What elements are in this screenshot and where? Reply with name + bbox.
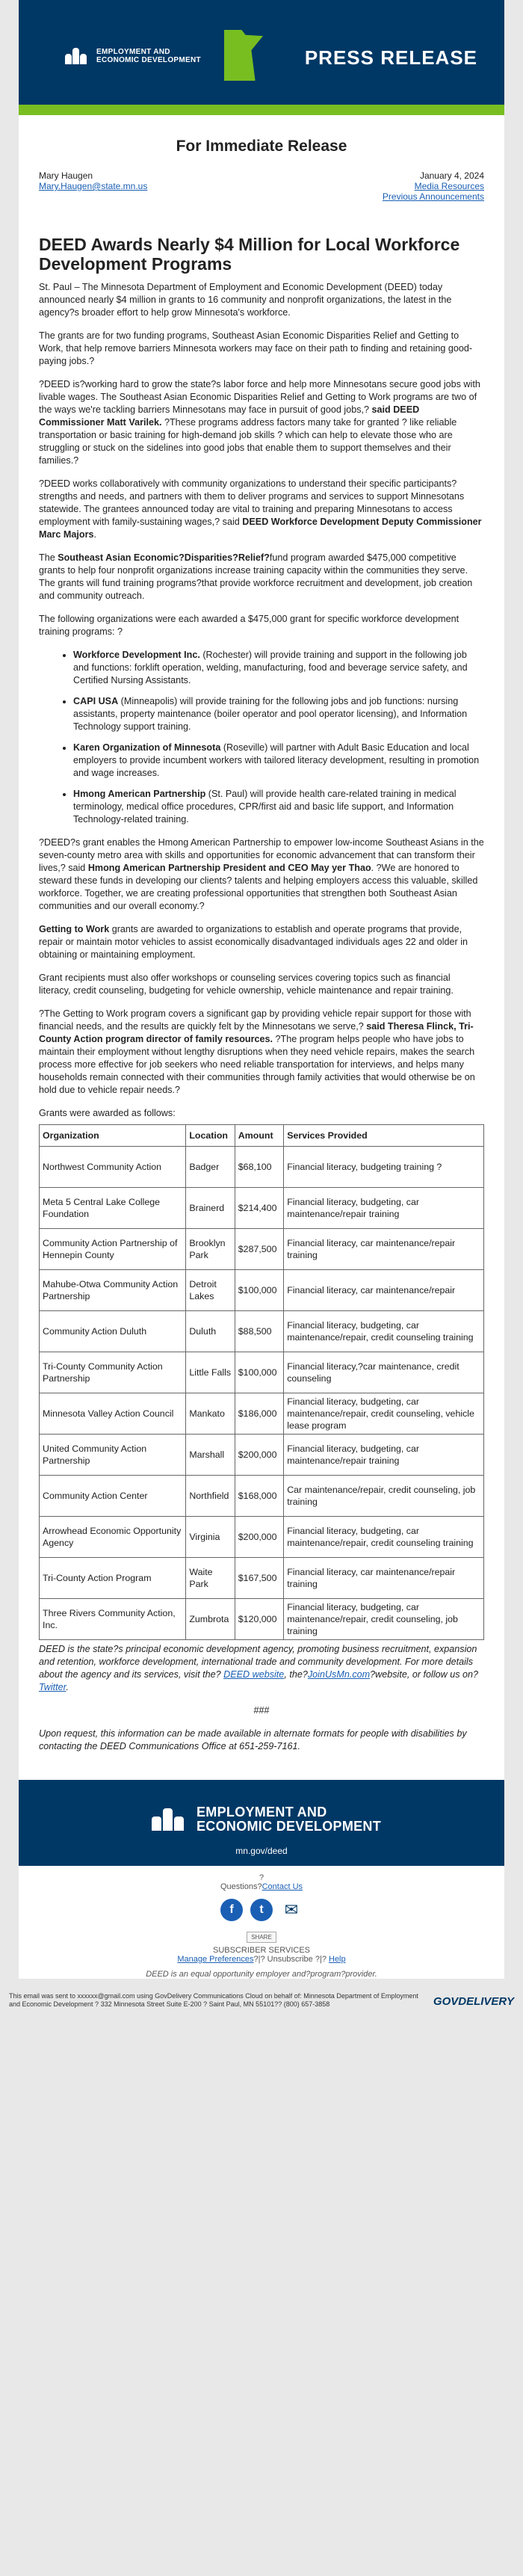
table-row <box>40 1147 484 1188</box>
table-row <box>40 1311 484 1352</box>
paragraph-1: St. Paul – The Minnesota Department of Employment and Economic Development (DEED) today announced nearly $4 million in grants to 16 community and nonprofit organizations, the latest in the agency?s broader effort to help grow Minnesota's workforce. <box>39 282 452 318</box>
table-cell: Financial literacy, budgeting, car maintenance/repair, credit counseling, vehicle lease program <box>284 1393 484 1435</box>
table-cell: $287,500 <box>235 1229 283 1270</box>
questions-label: Questions? <box>220 1882 262 1891</box>
table-cell: Arrowhead Economic Opportunity Agency <box>40 1517 186 1558</box>
table-cell: Minnesota Valley Action Council <box>40 1393 186 1435</box>
table-row <box>40 1435 484 1476</box>
table-cell: Tri-County Action Program <box>40 1558 186 1599</box>
table-cell: Car maintenance/repair, credit counseling, job training <box>284 1476 484 1517</box>
paragraph-5: The Southeast Asian Economic?Disparities?Relief?fund program awarded $475,000 competitive grants to help four nonprofit organizations increase training capacity within the communities they serve. The grants will fund training programs?that provide workforce recruitment and development, job creation and community outreach. <box>39 552 473 601</box>
table-row <box>40 1558 484 1599</box>
table-cell: Mankato <box>186 1393 235 1435</box>
table-cell: Financial literacy, car maintenance/repair training <box>284 1558 484 1599</box>
contact-email-link[interactable]: Mary.Haugen@state.mn.us <box>39 181 148 191</box>
table-cell: Community Action Duluth <box>40 1311 186 1352</box>
table-cell: Zumbrota <box>186 1599 235 1640</box>
column-header: Amount <box>235 1125 283 1147</box>
table-cell: Financial literacy, car maintenance/repair <box>284 1270 484 1311</box>
list-item: • Hmong American Partnership (St. Paul) will provide health care-related training in medical terminology, medical office procedures, CPR/first aid and basic life support, and Information Technology-related training. <box>73 788 484 826</box>
govdelivery-logo[interactable]: GOVDELIVERY <box>433 1995 514 2008</box>
table-cell: United Community Action Partnership <box>40 1435 186 1476</box>
grantee-list <box>39 649 484 826</box>
paragraph-10: ?The Getting to Work program covers a significant gap by providing vehicle repair support for those with financial needs, and the results are quickly felt by the Minnesotans we serve,? said Theresa Flinck, Tri-County Action program director of family resources. ?The program helps people who have jobs to maintain their employment without lengthy disruptions when they need vehicle repairs, makes the search process more effective for job seekers who need reliable transportation for interviews, and helps many households remain connected with their communities through family activities that would otherwise be on hold due to vehicle repair needs.? <box>39 1008 475 1095</box>
email-icon[interactable]: ✉ <box>284 1900 299 1919</box>
end-marks: ### <box>253 1705 270 1716</box>
table-cell: Mahube-Otwa Community Action Partnership <box>40 1270 186 1311</box>
about-deed: DEED is the state?s principal economic development agency, promoting business recruitment, expansion and retention, workforce development, international trade and community development. For more details about the agency and its services, visit the? DEED website, the?JoinUsMn.com?website, or follow us on?Twitter. <box>39 1644 479 1692</box>
table-cell: Meta 5 Central Lake College Foundation <box>40 1188 186 1229</box>
green-divider <box>19 105 504 115</box>
table-cell: Brooklyn Park <box>186 1229 235 1270</box>
table-cell: Financial literacy, budgeting, car maintenance/repair training <box>284 1188 484 1229</box>
mn-gov-deed-link[interactable]: mn.gov/deed <box>235 1846 288 1856</box>
grants-table <box>39 1124 484 1640</box>
equal-opportunity-note: DEED is an equal opportunity employer and?program?provider. <box>146 1970 377 1979</box>
column-header: Services Provided <box>284 1125 484 1147</box>
deed-logo-icon <box>65 48 92 64</box>
table-cell: Virginia <box>186 1517 235 1558</box>
list-item: • Workforce Development Inc. (Rochester) will provide training and support in the following job and functions: forklift operation, welding, manufacturing, food and beverage service safety, and Certified Nursing Assistants. <box>73 649 484 687</box>
table-cell: Marshall <box>186 1435 235 1476</box>
table-row <box>40 1517 484 1558</box>
table-cell: Financial literacy,?car maintenance, credit counseling <box>284 1352 484 1393</box>
delivery-note: This email was sent to xxxxxx@gmail.com using GovDelivery Communications Cloud on behalf of: Minnesota Department of Employment and Economic Development ? 332 Minnesota Street Suite E-200 ? Saint Paul, MN 55101?? (800) 657-3858 <box>9 1992 418 2008</box>
table-cell: $200,000 <box>235 1517 283 1558</box>
table-row <box>40 1393 484 1435</box>
footer-banner <box>19 1780 504 1866</box>
minnesota-state-icon <box>224 30 263 81</box>
twitter-icon[interactable]: t <box>250 1899 273 1921</box>
subscriber-services: SUBSCRIBER SERVICES <box>212 1946 310 1955</box>
facebook-icon[interactable]: f <box>220 1899 243 1921</box>
table-cell: $168,000 <box>235 1476 283 1517</box>
footer-logo-text: EMPLOYMENT AND ECONOMIC DEVELOPMENT <box>196 1805 382 1834</box>
table-cell: Duluth <box>186 1311 235 1352</box>
joinusmn-link[interactable]: JoinUsMn.com <box>307 1669 371 1680</box>
press-release-title: PRESS RELEASE <box>304 46 477 69</box>
table-cell: Badger <box>186 1147 235 1188</box>
share-button[interactable]: SHARE <box>247 1932 276 1943</box>
paragraph-7: ?DEED?s grant enables the Hmong American Partnership to empower low-income Southeast Asians in the seven-county metro area with skills and opportunities for economic advancement that can transform their lives,? said Hmong American Partnership President and CEO May yer Thao. ?We are honored to steward these funds in developing our clients? talents and helping employers access this valuable, skilled workforce. Together, we are creating professional opportunities that strengthen both Southeast Asian communities and our overall economy.? <box>39 837 484 911</box>
table-cell: $186,000 <box>235 1393 283 1435</box>
paragraph-11: Grants were awarded as follows: <box>39 1108 176 1118</box>
table-cell: Northfield <box>186 1476 235 1517</box>
table-cell: Financial literacy, budgeting, car maintenance/repair, credit counseling training <box>284 1311 484 1352</box>
paragraph-8: Getting to Work grants are awarded to organizations to establish and operate programs that provide, repair or maintain motor vehicles to assist economically disadvantaged individuals ages 22 and older in obtaining or maintaining employment. <box>39 924 468 960</box>
table-cell: Three Rivers Community Action, Inc. <box>40 1599 186 1640</box>
article-title: DEED Awards Nearly $4 Million for Local Workforce Development Programs <box>39 235 460 274</box>
help-link[interactable]: Help <box>329 1955 346 1964</box>
footer-links: ? Questions?Contact Us f t ✉ SHARE SUBSCRIBER SERVICES Manage Preferences?|? Unsubscribe ?|? Help DEED is an equal opportunity employer and?program?provider. <box>19 1866 504 1979</box>
table-cell: Little Falls <box>186 1352 235 1393</box>
table-cell: Community Action Center <box>40 1476 186 1517</box>
table-row <box>40 1270 484 1311</box>
table-row <box>40 1352 484 1393</box>
table-cell: Financial literacy, car maintenance/repair training <box>284 1229 484 1270</box>
paragraph-9: Grant recipients must also offer workshops or counseling services covering topics such as financial literacy, credit counseling, budgeting for vehicle ownership, vehicle maintenance and repair training. <box>39 973 454 996</box>
media-resources-link[interactable]: Media Resources <box>414 181 484 191</box>
deed-logo-text: EMPLOYMENT AND ECONOMIC DEVELOPMENT <box>96 48 201 64</box>
table-cell: Northwest Community Action <box>40 1147 186 1188</box>
list-item: • CAPI USA (Minneapolis) will provide training for the following jobs and job functions: nursing assistants, property maintenance (boiler operator and pool operator licensing), and Information Technology support training. <box>73 695 484 733</box>
table-cell: Financial literacy, budgeting training ? <box>284 1147 484 1188</box>
table-cell: $120,000 <box>235 1599 283 1640</box>
table-row <box>40 1188 484 1229</box>
table-cell: $68,100 <box>235 1147 283 1188</box>
footer-deed-logo[interactable] <box>152 1805 381 1834</box>
immediate-release-heading: For Immediate Release <box>176 138 347 155</box>
table-row <box>40 1476 484 1517</box>
table-cell: Financial literacy, budgeting, car maintenance/repair training <box>284 1435 484 1476</box>
header-banner <box>19 0 504 105</box>
social-icons <box>19 1899 504 1921</box>
table-header-row <box>40 1125 484 1147</box>
list-item: • Karen Organization of Minnesota (Roseville) will partner with Adult Basic Education and local employers to provide incumbent workers with tailored literacy development, resulting in promotion and wage increases. <box>73 742 484 780</box>
paragraph-4: ?DEED works collaboratively with community organizations to understand their specific participants? strengths and needs, and partners with them to deliver programs and services to support Minnesotans statewide. The grantees announced today are vital to training and preparing Minnesotans to access employment with family-sustaining wages,? said DEED Workforce Development Deputy Commissioner Marc Majors. <box>39 478 482 540</box>
table-cell: $100,000 <box>235 1352 283 1393</box>
table-row <box>40 1599 484 1640</box>
table-cell: $100,000 <box>235 1270 283 1311</box>
unsubscribe-link[interactable]: ?|? Unsubscribe ?|? <box>253 1955 329 1964</box>
release-date: January 4, 2024 <box>419 170 484 181</box>
table-cell: Community Action Partnership of Hennepin County <box>40 1229 186 1270</box>
email-container <box>19 0 504 1979</box>
article-body <box>19 202 504 1766</box>
paragraph-6: The following organizations were each awarded a $475,000 grant for specific workforce development training programs: ? <box>39 614 459 637</box>
alternate-formats-note: Upon request, this information can be made available in alternate formats for people with disabilities by contacting the DEED Communications Office at 651-259-7161. <box>39 1728 467 1751</box>
deed-website-link[interactable]: DEED website <box>223 1669 285 1680</box>
table-row <box>40 1229 484 1270</box>
twitter-link[interactable]: Twitter <box>39 1682 66 1692</box>
table-cell: Financial literacy, budgeting, car maintenance/repair, credit counseling training <box>284 1517 484 1558</box>
table-cell: $167,500 <box>235 1558 283 1599</box>
paragraph-2: The grants are for two funding programs, Southeast Asian Economic Disparities Relief and Getting to Work, that help remove barriers Minnesota workers may face on their path to finding and retaining good-paying jobs.? <box>39 330 473 366</box>
contact-name: Mary Haugen <box>39 170 93 181</box>
table-cell: $214,400 <box>235 1188 283 1229</box>
table-cell: $88,500 <box>235 1311 283 1352</box>
column-header: Location <box>186 1125 235 1147</box>
footer-logo-icon <box>152 1808 191 1831</box>
table-cell: Tri-County Community Action Partnership <box>40 1352 186 1393</box>
deed-logo[interactable] <box>65 48 201 64</box>
manage-preferences-link[interactable]: Manage Preferences <box>177 1955 254 1964</box>
table-cell: Waite Park <box>186 1558 235 1599</box>
previous-announcements-link[interactable]: Previous Announcements <box>382 191 484 202</box>
table-cell: Detroit Lakes <box>186 1270 235 1311</box>
paragraph-3: ?DEED is?working hard to grow the state?s labor force and help more Minnesotans secure good jobs with livable wages. The Southeast Asian Economic Disparities Relief and Getting to Work programs are two of the ways we're tackling barriers Minnesotans may face in pursuit of good jobs,? said DEED Commissioner Matt Varilek. ?These programs address factors many take for granted ? like reliable transportation or basic training for high-demand job skills ? which can help to elevate those who are struggling or stuck on the sidelines into good jobs that enable them to support themselves and their families.? <box>39 379 480 466</box>
column-header: Organization <box>40 1125 186 1147</box>
table-cell: Brainerd <box>186 1188 235 1229</box>
contact-block <box>19 170 504 202</box>
contact-us-link[interactable]: Contact Us <box>262 1882 303 1891</box>
table-cell: Financial literacy, budgeting, car maintenance/repair, credit counseling, job training <box>284 1599 484 1640</box>
delivery-footer <box>0 1989 523 2014</box>
table-cell: $200,000 <box>235 1435 283 1476</box>
